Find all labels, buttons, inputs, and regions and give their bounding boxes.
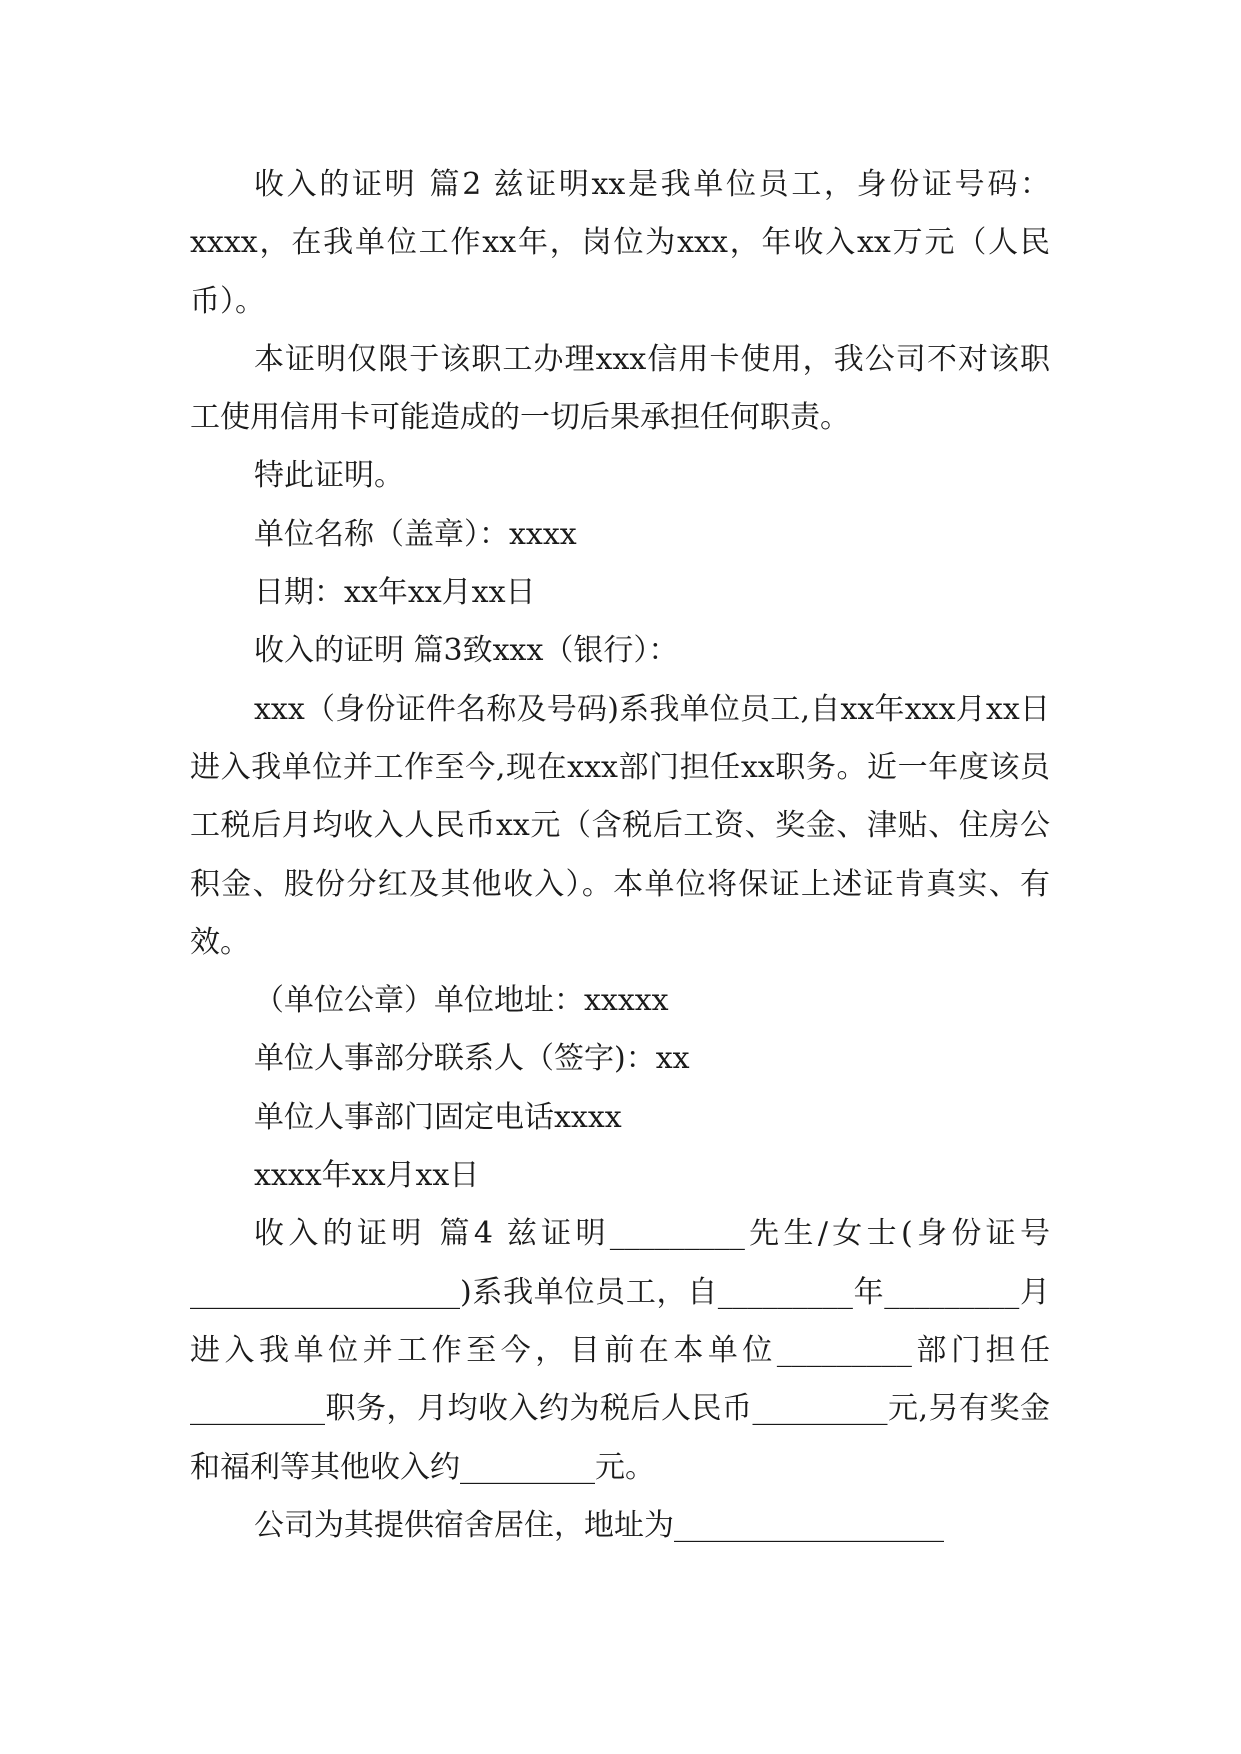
paragraph-income-cert-3-heading: 收入的证明 篇3致xxx（银行）： (254, 633, 679, 669)
paragraph-hr-phone: 单位人事部门固定电话xxxx (254, 1099, 622, 1135)
document-body (190, 156, 1050, 1555)
paragraph-hr-contact: 单位人事部分联系人（签字)：xx (254, 1041, 690, 1077)
paragraph-income-cert-2: 收入的证明 篇2 兹证明xx是我单位员工，身份证号码：xxxx，在我单位工作xx年，岗位为xxx，年收入xx万元（人民币）。 (190, 167, 1050, 319)
paragraph-unit-name-seal: 单位名称（盖章）：xxxx (254, 516, 577, 552)
paragraph-signature-date: xxxx年xx月xx日 (254, 1158, 480, 1194)
paragraph-date: 日期：xx年xx月xx日 (254, 575, 536, 611)
paragraph-employee-income-details: xxx（身份证件名称及号码)系我单位员工,自xx年xxx月xx日进入我单位并工作至今,现在xxx部门担任xx职务。近一年度该员工税后月均收入人民币xx元（含税后工资、奖金、津贴、住房公积金、股份分红及其他收入）。本单位将保证上述证肯真实、有效。 (190, 691, 1050, 960)
paragraph-hereby-certify: 特此证明。 (254, 458, 404, 494)
paragraph-dormitory-address: 公司为其提供宿舍居住，地址为__________________ (254, 1507, 944, 1543)
paragraph-unit-address: （单位公章）单位地址：xxxxx (254, 983, 669, 1019)
paragraph-credit-card-usage: 本证明仅限于该职工办理xxx信用卡使用，我公司不对该职工使用信用卡可能造成的一切后果承担任何职责。 (190, 341, 1050, 436)
paragraph-income-cert-4: 收入的证明 篇4 兹证明_________先生/女士(身份证号__________________)系我单位员工，自_________年_________月进入我单位并工作至今，目前在本单位_________部门担任_________职务，月均收入约为税后人民币_________元,另有奖金和福利等其他收入约_________元。 (190, 1216, 1050, 1485)
